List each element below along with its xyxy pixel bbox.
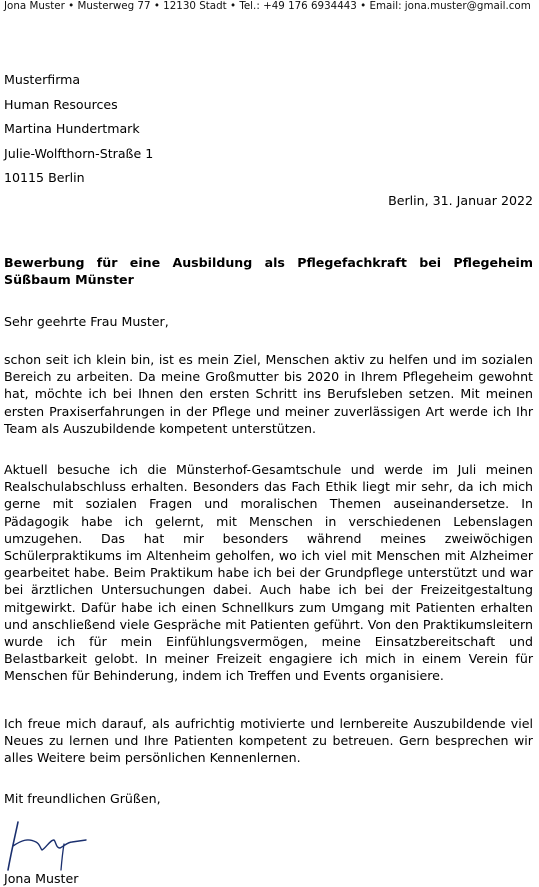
signature-name: Jona Muster	[4, 871, 79, 886]
separator: •	[360, 0, 367, 12]
salutation: Sehr geehrte Frau Muster,	[4, 314, 169, 329]
recipient-person: Martina Hundertmark	[4, 121, 140, 137]
sender-phone: Tel.: +49 176 6934443	[239, 0, 357, 12]
recipient-street: Julie-Wolfthorn-Straße 1	[4, 145, 154, 161]
sender-email: Email: jona.muster@gmail.com	[369, 0, 531, 12]
recipient-address	[4, 68, 153, 191]
recipient-department: Human Resources	[4, 96, 118, 112]
closing: Mit freundlichen Grüßen,	[4, 791, 161, 806]
sender-header	[4, 0, 531, 13]
recipient-company: Musterfirma	[4, 72, 81, 87]
handwritten-signature	[6, 818, 96, 874]
sender-street: Musterweg 77	[77, 0, 151, 12]
letter-subject: Bewerbung für eine Ausbildung als Pflegefachkraft bei Pflegeheim Süßbaum Münster	[4, 255, 533, 287]
separator: •	[229, 0, 237, 12]
separator: •	[153, 0, 160, 12]
letter-date: Berlin, 31. Januar 2022	[388, 193, 533, 208]
recipient-city: 10115 Berlin	[4, 170, 85, 186]
sender-name: Jona Muster	[4, 0, 65, 12]
separator: •	[68, 0, 75, 12]
sender-city: 12130 Stadt	[163, 0, 227, 12]
body-paragraph: Aktuell besuche ich die Münsterhof-Gesamtschule und werde im Juli meinen Realschulabschluss erhalten. Besonders das Fach Ethik liegt mir sehr, da ich mich gerne mit sozialen Fragen und moralischen Themen auseinandersetze. In Pädagogik habe ich gelernt, mit Menschen in verschiedenen Lebenslagen umzugehen. Das hat mir besonders während meines zweiwöchigen Schülerpraktikums im Altenheim geholfen, wo ich viel mit Menschen mit Alzheimer gearbeitet habe. Beim Praktikum habe ich bei der Grundpflege unterstützt und war bei ärztlichen Untersuchungen dabei. Auch habe ich bei der Freizeitgestaltung mitgewirkt. Dafür habe ich einen Schnellkurs zum Umgang mit Patienten erhalten und anschließend viele Gespräche mit Patienten geführt. Von den Praktikumsleitern wurde ich für mein Einfühlungsvermögen, meine Einsatzbereitschaft und Belastbarkeit gelobt. In meiner Freizeit engagiere ich mich in einem Verein für Menschen für Behinderung, indem ich Treffen und Events organisiere.	[4, 462, 533, 684]
body-paragraph: schon seit ich klein bin, ist es mein Ziel, Menschen aktiv zu helfen und im sozialen Bereich zu arbeiten. Da meine Großmutter bis 2020 in Ihrem Pflegeheim gewohnt hat, möchte ich bei Ihnen den ersten Schritt ins Berufsleben setzen. Mit meinen ersten Praxiserfahrungen in der Pflege und meiner zuverlässigen Art werde ich Ihr Team als Auszubildende kompetent unterstützen.	[4, 352, 533, 436]
body-paragraph: Ich freue mich darauf, als aufrichtig motivierte und lernbereite Auszubildende viel Neues zu lernen und Ihre Patienten kompetent zu betreuen. Gern besprechen wir alles Weitere beim persönlichen Kennenlernen.	[4, 716, 533, 766]
